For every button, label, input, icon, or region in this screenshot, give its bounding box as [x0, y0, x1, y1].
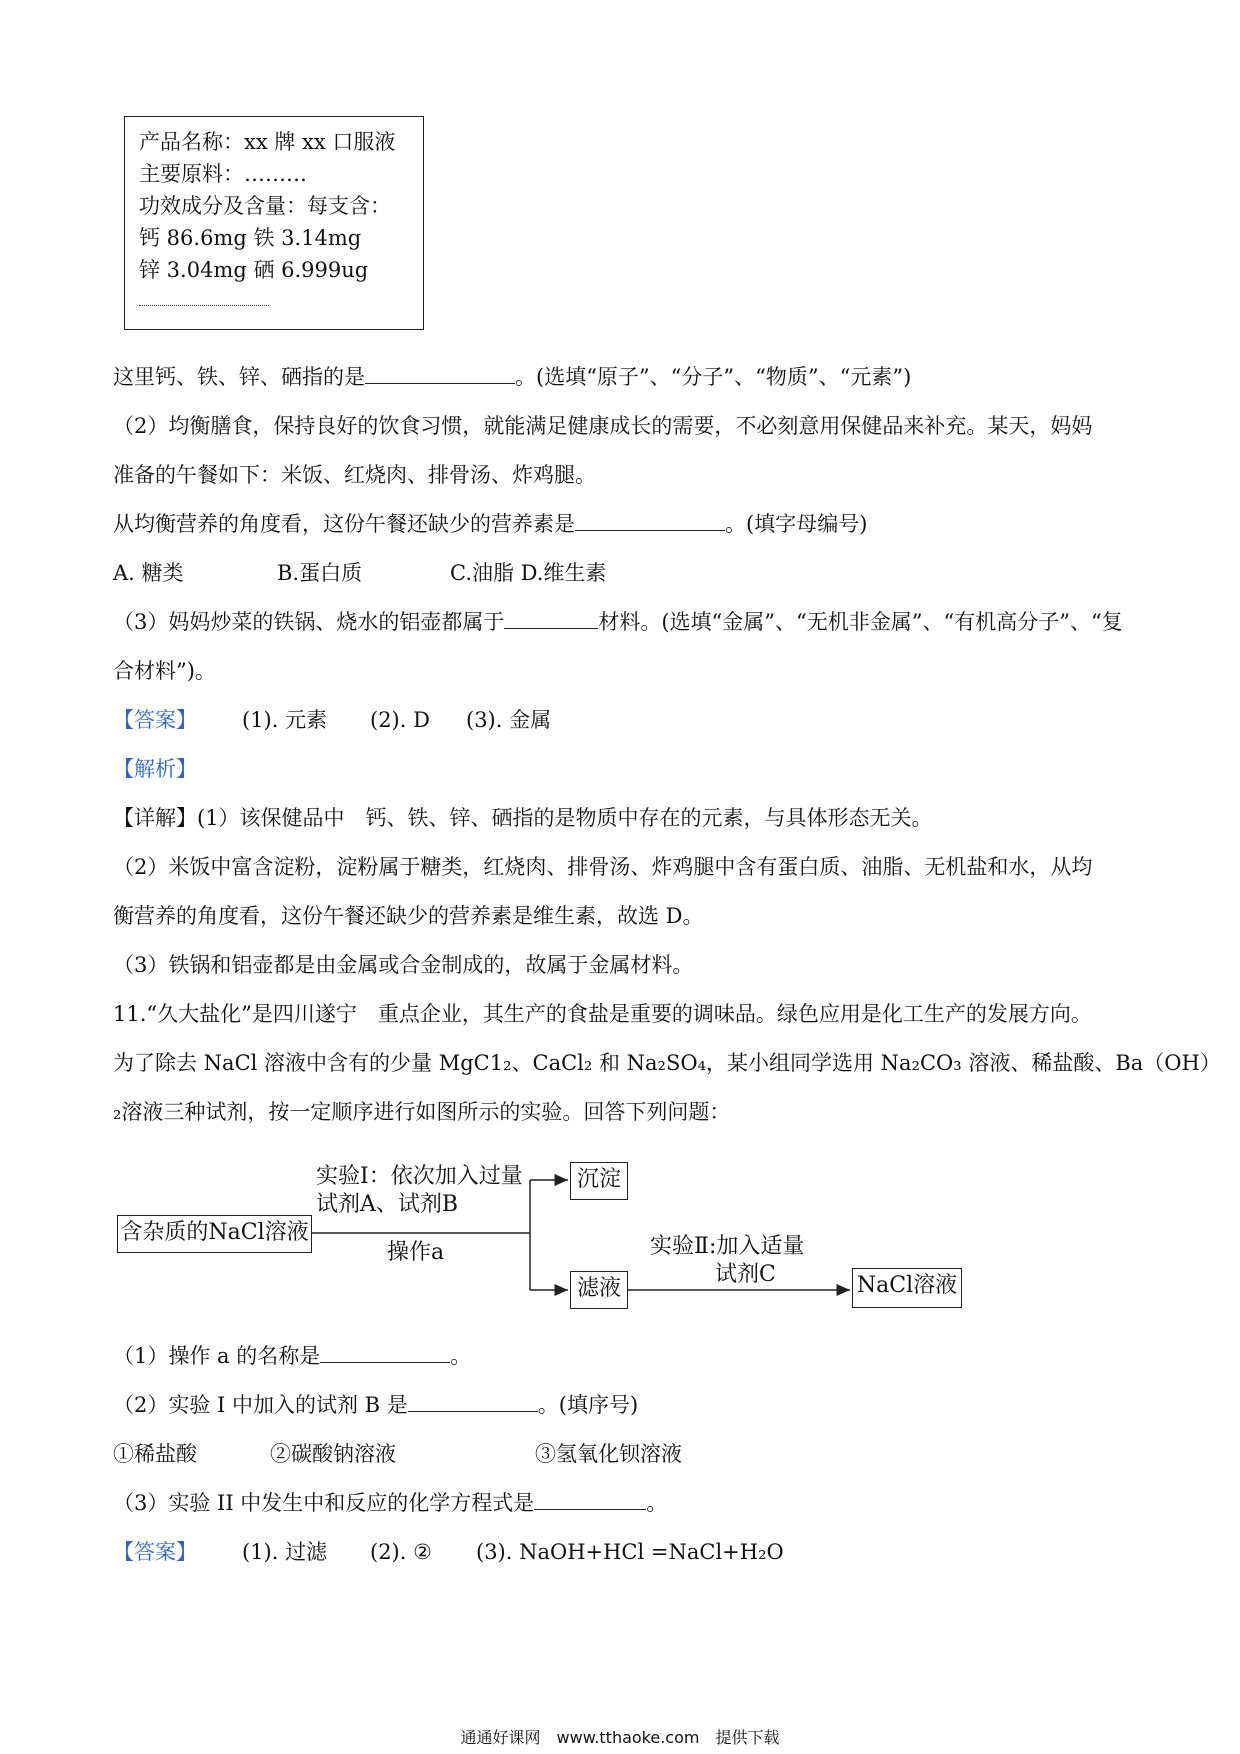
diagram-exp1-line2: 试剂A、试剂B [316, 1192, 459, 1217]
answer-blank [534, 1489, 646, 1510]
q11-option-3: ③氢氧化钡溶液 [535, 1442, 682, 1466]
q10-answer-2: (2). D [370, 708, 430, 732]
q11-question-2: （2）实验 I 中加入的试剂 B 是 。(填序号) [113, 1393, 639, 1417]
diagram-precipitate-box: 沉淀 [570, 1162, 628, 1200]
label-effect-header: 功效成分及含量：每支含： [139, 194, 391, 218]
q10-detail-2a: （2）米饭中富含淀粉，淀粉属于糖类，红烧肉、排骨汤、炸鸡腿中含有蛋白质、油脂、无机盐和水，从均 [113, 855, 1093, 879]
q10-part2-line-2: 准备的午餐如下：米饭、红烧肉、排骨汤、炸鸡腿。 [113, 463, 596, 487]
q11-answer-3: (3). NaOH+HCl =NaCl+H₂O [476, 1540, 784, 1564]
q11-option-2: ②碳酸钠溶液 [270, 1442, 396, 1466]
label-ingredients: 主要原料：……… [139, 162, 307, 186]
diagram-exp1-line1: 实验Ⅰ：依次加入过量 [316, 1164, 523, 1189]
answer-blank [408, 1391, 538, 1412]
q11-answer-2: (2). ② [370, 1540, 432, 1564]
q10-option-b: B.蛋白质 [277, 561, 363, 585]
diagram-end-box: NaCl溶液 [852, 1268, 962, 1308]
diagram-exp2-line2: 试剂C [715, 1262, 776, 1287]
q11-line-2: 为了除去 NaCl 溶液中含有的少量 MgC1₂、CaCl₂ 和 Na₂SO₄，某小组同学选用 Na₂CO₃ 溶液、稀盐酸、Ba（OH） [113, 1051, 1221, 1075]
diagram-filtrate-box: 滤液 [570, 1271, 628, 1309]
q10-option-a: A. 糖类 [113, 561, 184, 585]
q10-detail-1: 【详解】(1）该保健品中 钙、铁、锌、硒指的是物质中存在的元素，与具体形态无关。 [113, 806, 933, 830]
q10-detail-3: （3）铁锅和铝壶都是由金属或合金制成的，故属于金属材料。 [113, 953, 694, 977]
answer-blank [320, 1342, 450, 1363]
q10-part2-line-1: （2）均衡膳食，保持良好的饮食习惯，就能满足健康成长的需要，不必刻意用保健品来补充。某天，妈妈 [113, 414, 1093, 438]
q10-line-1: 这里钙、铁、锌、硒指的是 。(选填“原子”、“分子”、“物质”、“元素”) [113, 365, 912, 389]
q10-answer-3: (3). 金属 [466, 708, 552, 732]
page-footer: 通通好课网 www.tthaoke.com 提供下载 [460, 1728, 780, 1747]
q10-analysis-tag: 【解析】 [113, 757, 197, 781]
q10-answer-tag: 【答案】 [113, 708, 197, 732]
q10-part3-line-1: （3）妈妈炒菜的铁锅、烧水的铝壶都属于 材料。(选填“金属”、“无机非金属”、“有机高分子”、“复 [113, 610, 1123, 634]
q11-answer-tag: 【答案】 [113, 1540, 197, 1564]
q11-line-1: 11.“久大盐化”是四川遂宁 重点企业，其生产的食盐是重要的调味品。绿色应用是化工生产的发展方向。 [113, 1002, 1092, 1026]
q10-part2-line-3: 从均衡营养的角度看，这份午餐还缺少的营养素是 。(填字母编号) [113, 512, 868, 536]
diagram-operation-a: 操作a [387, 1240, 445, 1265]
q11-line-3: ₂溶液三种试剂，按一定顺序进行如图所示的实验。回答下列问题： [113, 1100, 731, 1124]
q11-option-1: ①稀盐酸 [113, 1442, 197, 1466]
label-product-name: 产品名称：xx 牌 xx 口服液 [139, 130, 396, 154]
q10-part3-line-2: 合材料”)。 [113, 659, 216, 683]
label-row-1: 钙 86.6mg 铁 3.14mg [139, 226, 362, 250]
diagram-start-box: 含杂质的NaCl溶液 [117, 1215, 312, 1253]
q11-question-1: （1）操作 a 的名称是 。 [113, 1344, 472, 1368]
q11-answer-1: (1). 过滤 [242, 1540, 328, 1564]
q10-option-cd: C.油脂 D.维生素 [450, 561, 607, 585]
diagram-exp2-line1: 实验Ⅱ:加入适量 [650, 1234, 805, 1259]
q10-detail-2b: 衡营养的角度看，这份午餐还缺少的营养素是维生素，故选 D。 [113, 904, 704, 928]
label-row-2: 锌 3.04mg 硒 6.999ug [139, 258, 369, 282]
q11-question-3: （3）实验 II 中发生中和反应的化学方程式是 。 [113, 1491, 668, 1515]
q10-answer-1: (1). 元素 [242, 708, 328, 732]
